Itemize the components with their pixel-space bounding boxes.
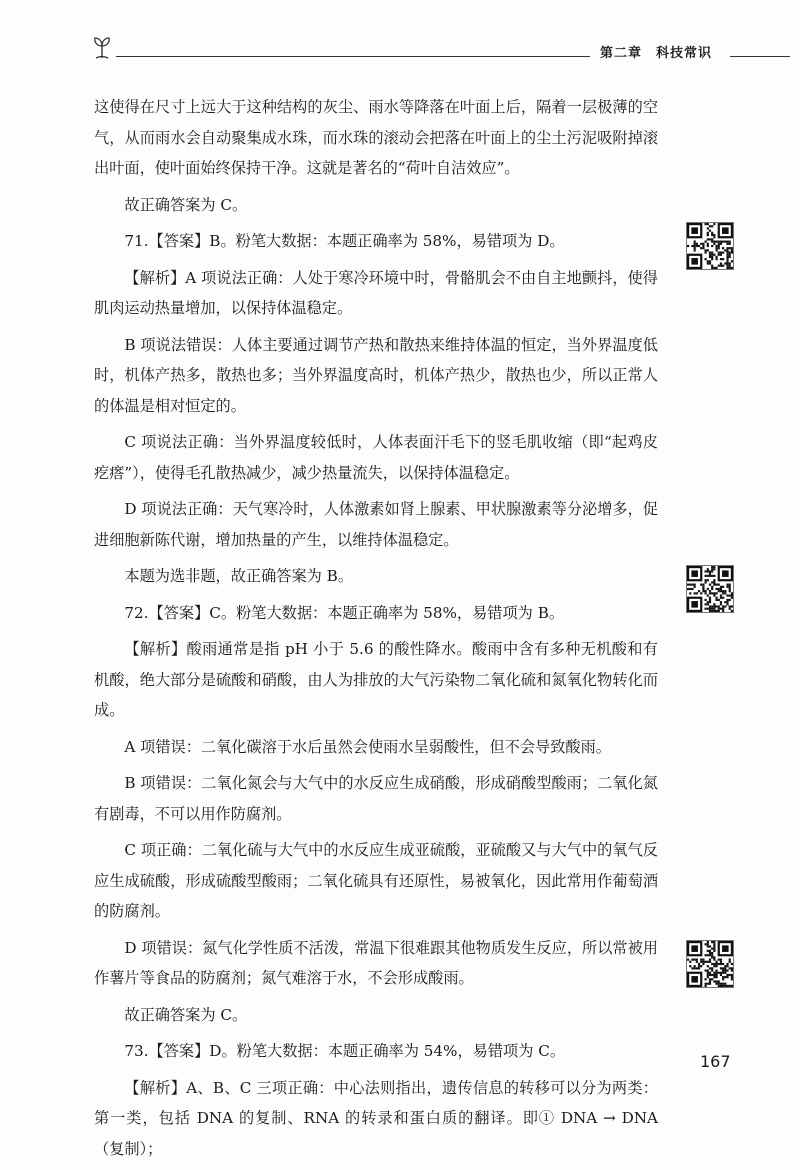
answer-73: 73.【答案】D。粉笔大数据：本题正确率为 54%，易错项为 C。 [124,1042,566,1060]
header-rule-right [730,56,790,57]
header-rule [116,56,590,57]
paragraph: 故正确答案为 C。 [124,1005,248,1024]
chapter-label: 第二章 [600,46,643,61]
paragraph: C 项正确：二氧化硫与大气中的水反应生成亚硫酸，亚硫酸又与大气中的氧气反应生成硫酸，形成硫酸型酸雨；二氧化硫具有还原性，易被氧化，因此常用作葡萄酒的防腐剂。 [94,841,658,920]
paragraph: 故正确答案为 C。 [124,195,248,214]
qr-code-icon[interactable] [686,940,734,988]
qr-code-icon[interactable] [686,222,734,270]
running-head [600,42,726,61]
paragraph: D 项错误：氮气化学性质不活泼，常温下很难跟其他物质发生反应，所以常被用作薯片等食品的防腐剂；氮气难溶于水，不会形成酸雨。 [94,938,658,987]
paragraph: 【解析】A、B、C 三项正确：中心法则指出，遗传信息的转移可以分为两类：第一类，包括 DNA 的复制、RNA 的转录和蛋白质的翻译。即① DNA → DNA（复制）； [94,1078,658,1158]
paragraph: D 项说法正确：天气寒冷时，人体激素如肾上腺素、甲状腺激素等分泌增多，促进细胞新陈代谢，增加热量的产生，以维持体温稳定。 [94,500,658,549]
page-number: 167 [700,1052,731,1071]
paragraph: 这使得在尺寸上远大于这种结构的灰尘、雨水等降落在叶面上后，隔着一层极薄的空气，从而雨水会自动聚集成水珠，而水珠的滚动会把落在叶面上的尘土污泥吸附掉滚出叶面，使叶面始终保持干净。这就是著名的“荷叶自洁效应”。 [94,98,658,177]
answer-71: 71.【答案】B。粉笔大数据：本题正确率为 58%，易错项为 D。 [124,232,565,250]
sprout-icon [88,34,116,62]
paragraph: A 项错误：二氧化碳溶于水后虽然会使雨水呈弱酸性，但不会导致酸雨。 [124,737,611,756]
paragraph: 【解析】酸雨通常是指 pH 小于 5.6 的酸性降水。酸雨中含有多种无机酸和有机酸，绝大部分是硫酸和硝酸，由人为排放的大气污染物二氧化硫和氮氧化物转化而成。 [94,640,658,719]
chapter-title: 科技常识 [656,46,713,61]
answer-72: 72.【答案】C。粉笔大数据：本题正确率为 58%，易错项为 B。 [124,603,565,622]
page-header [0,30,800,70]
paragraph: C 项说法正确：当外界温度较低时，人体表面汗毛下的竖毛肌收缩（即“起鸡皮疙瘩”），使得毛孔散热减少，减少热量流失，以保持体温稳定。 [94,433,658,482]
paragraph: 【解析】A 项说法正确：人处于寒冷环境中时，骨骼肌会不由自主地颤抖，使得肌肉运动热量增加，以保持体温稳定。 [94,268,658,317]
qr-code-icon[interactable] [686,565,734,613]
paragraph: 本题为选非题，故正确答案为 B。 [124,567,354,585]
body-text [94,92,658,1170]
paragraph: B 项说法错误：人体主要通过调节产热和散热来维持体温的恒定，当外界温度低时，机体产热多，散热也多；当外界温度高时，机体产热少，散热也少，所以正常人的体温是相对恒定的。 [94,335,658,415]
paragraph: B 项错误：二氧化氮会与大气中的水反应生成硝酸，形成硝酸型酸雨；二氧化氮有剧毒，不可以用作防腐剂。 [94,774,658,823]
